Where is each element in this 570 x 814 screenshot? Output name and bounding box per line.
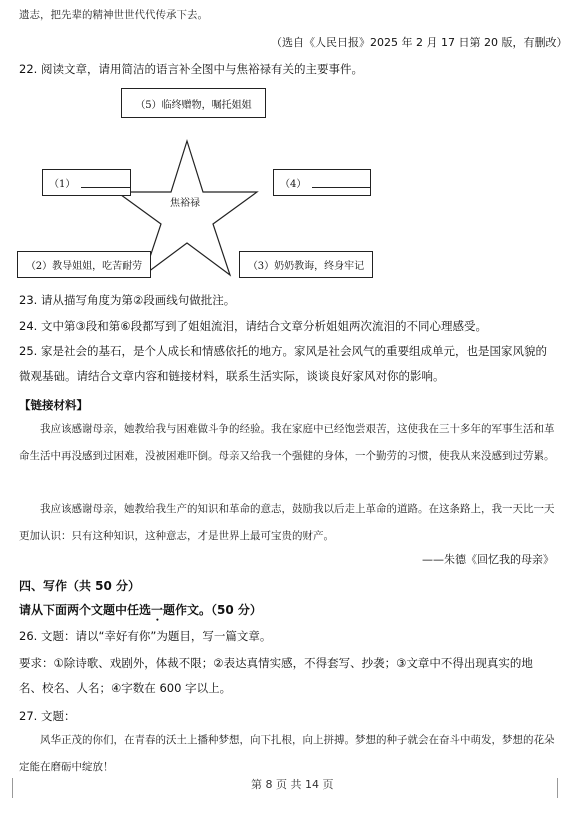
material-heading: 【链接材料】 — [19, 398, 88, 412]
q23-prompt: 23. 请从描写角度为第②段画线句做批注。 — [19, 293, 236, 307]
crop-mark-right — [557, 778, 558, 798]
material-paragraph-2: 我应该感谢母亲，她教给我生产的知识和革命的意志，鼓励我以后走上革命的道路。在这条路上，我一天比一天更加认识：只有这种知识，这种意志，才是世界上最可宝贵的财产。 — [19, 503, 555, 542]
section4-instruction — [19, 601, 262, 624]
star-shape — [0, 0, 570, 290]
event-box-1-blank[interactable] — [81, 178, 130, 188]
instr-post: 题作文。（50 分） — [163, 603, 262, 617]
event-box-1-label: （1） — [49, 179, 76, 190]
event-box-1[interactable] — [42, 169, 131, 196]
star-center-label: 焦裕禄 — [170, 198, 200, 209]
q26-requirements: 要求：①除诗歌、戏剧外，体裁不限；②表达真情实感，不得套写、抄袭；③文章中不得出现真实的地名、校名、人名；④字数在 600 字以上。 — [19, 656, 533, 695]
event-box-2-text: （2）教导姐姐，吃苦耐劳 — [25, 261, 143, 272]
material-paragraph-1: 我应该感谢母亲，她教给我与困难做斗争的经验。我在家庭中已经饱尝艰苦，这使我在三十多年的军事生活和革命生活中再没感到过困难，没被困难吓倒。母亲又给我一个强健的身体，一个勤劳的习惯，使我从来没感到过劳累。 — [19, 423, 555, 462]
event-box-5-text: （5）临终赠物，嘱托姐姐 — [135, 99, 252, 111]
event-box-3 — [239, 251, 373, 278]
event-box-4-label: （4） — [280, 179, 307, 190]
top-line: 遗志，把先辈的精神世世代代传承下去。 — [19, 9, 208, 21]
material-attribution: ——朱德《回忆我的母亲》 — [422, 553, 554, 566]
page-footer: 第 8 页 共 14 页 — [251, 778, 334, 791]
instr-dot: 一 — [151, 603, 164, 617]
q26-prompt: 26. 文题：请以“幸好有你”为题目，写一篇文章。 — [19, 629, 272, 643]
q22-prompt: 22. 阅读文章，请用简洁的语言补全图中与焦裕禄有关的主要事件。 — [19, 62, 363, 76]
q27-prompt: 27. 文题： — [19, 709, 76, 723]
event-box-4[interactable] — [273, 169, 371, 196]
q25-prompt: 25. 家是社会的基石，是个人成长和情感依托的地方。家风是社会风气的重要组成单元，也是国家风貌的微观基础。请结合文章内容和链接材料，联系生活实际，谈谈良好家风对你的影响。 — [19, 344, 547, 383]
event-box-2 — [17, 251, 151, 278]
event-box-5 — [121, 88, 266, 118]
instr-pre: 请从下面两个文题中任选 — [19, 603, 152, 617]
crop-mark-left — [12, 778, 13, 798]
section4-title: 四、写作（共 50 分） — [19, 579, 141, 593]
event-box-4-blank[interactable] — [312, 178, 370, 188]
q24-prompt: 24. 文中第③段和第⑥段都写到了姐姐流泪，请结合文章分析姐姐两次流泪的不同心理感受。 — [19, 319, 488, 333]
source-note: （选自《人民日报》2025 年 2 月 17 日第 20 版，有删改） — [271, 36, 568, 49]
event-box-3-text: （3）奶奶教诲，终身牢记 — [247, 261, 365, 272]
q27-text: 风华正茂的你们，在青春的沃土上播种梦想，向下扎根，向上拼搏。梦想的种子就会在奋斗中萌发，梦想的花朵定能在磨砺中绽放！ — [19, 734, 555, 773]
